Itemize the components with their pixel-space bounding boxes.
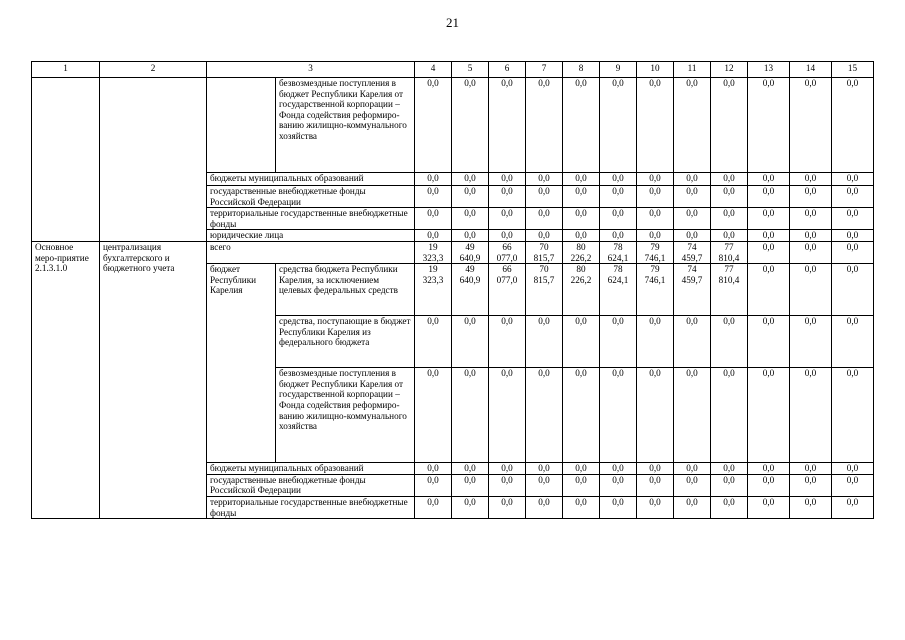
- value-cell: 0,0: [790, 474, 832, 496]
- value-cell: 0,0: [526, 208, 563, 230]
- value-cell: 0,0: [489, 463, 526, 475]
- value-cell: 0,0: [563, 230, 600, 242]
- value-cell: 0,0: [674, 316, 711, 368]
- column-number: 6: [489, 62, 526, 78]
- value-cell: 0,0: [526, 463, 563, 475]
- value-cell: 0,0: [526, 173, 563, 186]
- value-cell: 0,0: [563, 368, 600, 463]
- source-label: территориальные государственные внебюджетные фонды: [207, 208, 415, 230]
- value-cell: 0,0: [711, 463, 748, 475]
- value-cell: 77 810,4: [711, 241, 748, 263]
- column-number: 7: [526, 62, 563, 78]
- value-cell: 0,0: [600, 186, 637, 208]
- value-cell: 0,0: [832, 496, 874, 518]
- value-cell: 0,0: [790, 230, 832, 242]
- value-cell: 0,0: [832, 241, 874, 263]
- value-cell: 66 077,0: [489, 241, 526, 263]
- value-cell: 0,0: [748, 230, 790, 242]
- value-cell: 0,0: [452, 173, 489, 186]
- column-number: 15: [832, 62, 874, 78]
- value-cell: 80 226,2: [563, 264, 600, 316]
- column-number: 14: [790, 62, 832, 78]
- value-cell: 0,0: [637, 474, 674, 496]
- value-cell: 0,0: [832, 173, 874, 186]
- value-cell: 0,0: [790, 173, 832, 186]
- source-label: средства, поступающие в бюджет Республики Карелия из федерального бюджета: [276, 316, 415, 368]
- value-cell: 0,0: [600, 463, 637, 475]
- source-label: юридические лица: [207, 230, 415, 242]
- value-cell: 0,0: [452, 230, 489, 242]
- value-cell: 0,0: [748, 186, 790, 208]
- value-cell: 0,0: [637, 78, 674, 173]
- column-number: 5: [452, 62, 489, 78]
- value-cell: 74 459,7: [674, 241, 711, 263]
- value-cell: 0,0: [452, 316, 489, 368]
- column-number: 9: [600, 62, 637, 78]
- value-cell: 0,0: [526, 230, 563, 242]
- value-cell: 0,0: [790, 368, 832, 463]
- value-cell: 0,0: [415, 230, 452, 242]
- value-cell: 0,0: [790, 208, 832, 230]
- value-cell: 0,0: [563, 186, 600, 208]
- value-cell: 70 815,7: [526, 241, 563, 263]
- source-label: безвозмездные поступления в бюджет Республики Карелия от государственной корпорации – Фонда содействия реформиро-ванию жилищно-коммунального хозяйства: [276, 368, 415, 463]
- source-label: государственные внебюджетные фонды Российской Федерации: [207, 186, 415, 208]
- source-label: бюджеты муниципальных образований: [207, 463, 415, 475]
- column-number: 2: [100, 62, 207, 78]
- value-cell: 0,0: [711, 208, 748, 230]
- value-cell: 0,0: [415, 208, 452, 230]
- column-number: 13: [748, 62, 790, 78]
- value-cell: 0,0: [489, 186, 526, 208]
- value-cell: 0,0: [832, 186, 874, 208]
- value-cell: 0,0: [790, 264, 832, 316]
- value-cell: 0,0: [711, 173, 748, 186]
- column-number: 12: [711, 62, 748, 78]
- value-cell: 0,0: [563, 496, 600, 518]
- value-cell: 0,0: [637, 368, 674, 463]
- value-cell: 0,0: [600, 368, 637, 463]
- value-cell: 0,0: [415, 78, 452, 173]
- executor-cell-empty: [100, 78, 207, 242]
- value-cell: 19 323,3: [415, 264, 452, 316]
- value-cell: 0,0: [748, 78, 790, 173]
- value-cell: 0,0: [489, 230, 526, 242]
- value-cell: 0,0: [637, 186, 674, 208]
- value-cell: 0,0: [790, 78, 832, 173]
- value-cell: 0,0: [637, 316, 674, 368]
- value-cell: 0,0: [674, 208, 711, 230]
- value-cell: 0,0: [637, 230, 674, 242]
- value-cell: 0,0: [674, 368, 711, 463]
- value-cell: 0,0: [489, 316, 526, 368]
- value-cell: 0,0: [415, 496, 452, 518]
- value-cell: 0,0: [563, 208, 600, 230]
- value-cell: 0,0: [563, 463, 600, 475]
- column-number: 4: [415, 62, 452, 78]
- value-cell: 0,0: [563, 173, 600, 186]
- value-cell: 0,0: [526, 186, 563, 208]
- value-cell: 0,0: [748, 208, 790, 230]
- value-cell: 0,0: [452, 463, 489, 475]
- value-cell: 0,0: [832, 316, 874, 368]
- value-cell: 0,0: [790, 186, 832, 208]
- value-cell: 74 459,7: [674, 264, 711, 316]
- value-cell: 19 323,3: [415, 241, 452, 263]
- source-label: всего: [207, 241, 415, 263]
- value-cell: 0,0: [711, 316, 748, 368]
- value-cell: 0,0: [832, 264, 874, 316]
- value-cell: 0,0: [832, 208, 874, 230]
- value-cell: 0,0: [489, 474, 526, 496]
- value-cell: 0,0: [790, 496, 832, 518]
- value-cell: 0,0: [600, 230, 637, 242]
- value-cell: 0,0: [637, 208, 674, 230]
- value-cell: 78 624,1: [600, 264, 637, 316]
- value-cell: 0,0: [563, 474, 600, 496]
- value-cell: 78 624,1: [600, 241, 637, 263]
- value-cell: 0,0: [637, 496, 674, 518]
- measure-title: Основное меро-приятие 2.1.3.1.0: [32, 241, 100, 518]
- value-cell: 0,0: [600, 173, 637, 186]
- page-number: 21: [446, 15, 459, 30]
- value-cell: 0,0: [674, 463, 711, 475]
- value-cell: 0,0: [748, 496, 790, 518]
- source-label: государственные внебюджетные фонды Российской Федерации: [207, 474, 415, 496]
- value-cell: 0,0: [711, 496, 748, 518]
- value-cell: 0,0: [748, 368, 790, 463]
- value-cell: 0,0: [489, 78, 526, 173]
- value-cell: 0,0: [674, 496, 711, 518]
- value-cell: 0,0: [674, 474, 711, 496]
- value-cell: 0,0: [832, 474, 874, 496]
- source-label: территориальные государственные внебюджетные фонды: [207, 496, 415, 518]
- value-cell: 0,0: [711, 368, 748, 463]
- value-cell: 0,0: [526, 474, 563, 496]
- source-group-cell-empty: [207, 78, 276, 173]
- value-cell: 0,0: [415, 316, 452, 368]
- source-label: безвозмездные поступления в бюджет Республики Карелия от государственной корпорации – Фонда содействия реформиро-ванию жилищно-коммунального хозяйства: [276, 78, 415, 173]
- value-cell: 0,0: [600, 78, 637, 173]
- column-number: 1: [32, 62, 100, 78]
- value-cell: 0,0: [526, 78, 563, 173]
- value-cell: 0,0: [452, 78, 489, 173]
- value-cell: 0,0: [832, 368, 874, 463]
- value-cell: 0,0: [452, 496, 489, 518]
- value-cell: 0,0: [790, 463, 832, 475]
- value-cell: 0,0: [674, 173, 711, 186]
- value-cell: 0,0: [748, 241, 790, 263]
- value-cell: 0,0: [832, 230, 874, 242]
- value-cell: 0,0: [674, 78, 711, 173]
- value-cell: 70 815,7: [526, 264, 563, 316]
- column-number: 11: [674, 62, 711, 78]
- value-cell: 0,0: [637, 173, 674, 186]
- value-cell: 0,0: [452, 186, 489, 208]
- value-cell: 0,0: [489, 173, 526, 186]
- value-cell: 0,0: [600, 474, 637, 496]
- value-cell: 0,0: [415, 173, 452, 186]
- value-cell: 0,0: [637, 463, 674, 475]
- value-cell: 0,0: [489, 208, 526, 230]
- financing-table: [31, 61, 874, 519]
- value-cell: 49 640,9: [452, 241, 489, 263]
- column-number: 3: [207, 62, 415, 78]
- value-cell: 0,0: [600, 496, 637, 518]
- value-cell: 0,0: [452, 474, 489, 496]
- table-row-total: [32, 241, 874, 263]
- value-cell: 0,0: [415, 474, 452, 496]
- value-cell: 0,0: [748, 463, 790, 475]
- value-cell: 0,0: [415, 368, 452, 463]
- value-cell: 79 746,1: [637, 264, 674, 316]
- value-cell: 80 226,2: [563, 241, 600, 263]
- value-cell: 79 746,1: [637, 241, 674, 263]
- measure-cell-empty: [32, 78, 100, 242]
- value-cell: 0,0: [452, 208, 489, 230]
- value-cell: 66 077,0: [489, 264, 526, 316]
- column-number: 10: [637, 62, 674, 78]
- value-cell: 0,0: [526, 496, 563, 518]
- value-cell: 0,0: [415, 463, 452, 475]
- value-cell: 0,0: [711, 186, 748, 208]
- value-cell: 0,0: [748, 316, 790, 368]
- table-body: [32, 62, 874, 519]
- value-cell: 0,0: [600, 208, 637, 230]
- value-cell: 0,0: [790, 316, 832, 368]
- value-cell: 0,0: [526, 316, 563, 368]
- value-cell: 0,0: [832, 78, 874, 173]
- value-cell: 0,0: [526, 368, 563, 463]
- source-label: бюджеты муниципальных образований: [207, 173, 415, 186]
- value-cell: 0,0: [674, 230, 711, 242]
- value-cell: 0,0: [415, 186, 452, 208]
- value-cell: 0,0: [563, 316, 600, 368]
- value-cell: 0,0: [674, 186, 711, 208]
- column-number-row: [32, 62, 874, 78]
- value-cell: 77 810,4: [711, 264, 748, 316]
- value-cell: 0,0: [711, 78, 748, 173]
- value-cell: 0,0: [489, 368, 526, 463]
- value-cell: 0,0: [790, 241, 832, 263]
- value-cell: 49 640,9: [452, 264, 489, 316]
- value-cell: 0,0: [563, 78, 600, 173]
- column-number: 8: [563, 62, 600, 78]
- value-cell: 0,0: [832, 463, 874, 475]
- value-cell: 0,0: [748, 173, 790, 186]
- value-cell: 0,0: [489, 496, 526, 518]
- value-cell: 0,0: [748, 264, 790, 316]
- table-row: [32, 78, 874, 173]
- source-label: средства бюджета Республики Карелия, за исключением целевых федеральных средств: [276, 264, 415, 316]
- budget-group-label: бюджет Республики Карелия: [207, 264, 276, 463]
- value-cell: 0,0: [748, 474, 790, 496]
- value-cell: 0,0: [452, 368, 489, 463]
- measure-executor: централизация бухгалтерского и бюджетного учета: [100, 241, 207, 518]
- value-cell: 0,0: [711, 230, 748, 242]
- value-cell: 0,0: [711, 474, 748, 496]
- value-cell: 0,0: [600, 316, 637, 368]
